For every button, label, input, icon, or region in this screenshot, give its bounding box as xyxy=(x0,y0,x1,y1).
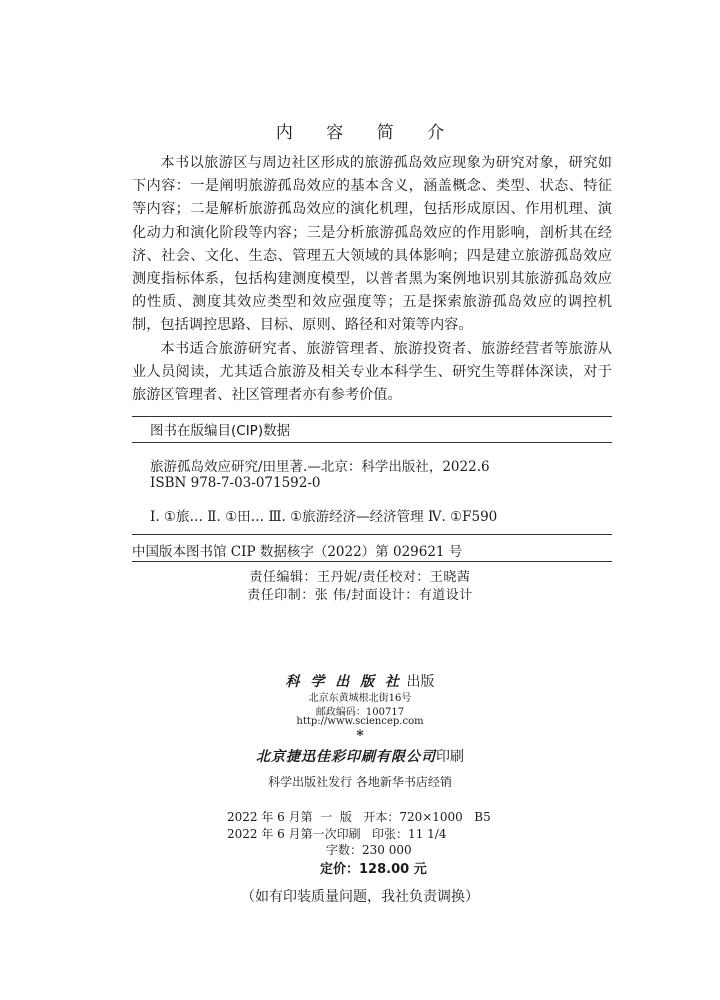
credits-editors: 责任编辑：王丹妮/责任校对：王晓茜 xyxy=(249,570,471,585)
distribution: 科学出版社发行 各地新华书店经销 xyxy=(268,775,452,789)
cip-classification: Ⅰ. ①旅… Ⅱ. ①田… Ⅲ. ①旅游经济—经济管理 Ⅳ. ①F590 xyxy=(150,509,498,525)
publisher-suffix: 出版 xyxy=(406,674,435,690)
quality-notice: （如有印装质量问题，我社负责调换） xyxy=(241,889,479,905)
publisher-line xyxy=(0,671,720,691)
publisher-postcode: 邮政编码：100717 xyxy=(315,707,405,718)
edition-line-1: 2022 年 6 月第 一 版 开本：720×1000 B5 xyxy=(227,810,491,824)
page-title: 内 容 简 介 xyxy=(275,123,459,143)
cip-isbn: ISBN 978-7-03-071592-0 xyxy=(150,475,321,491)
cip-citation: 旅游孤岛效应研究/田里著.—北京：科学出版社，2022.6 xyxy=(150,459,490,475)
price: 定价：128.00 元 xyxy=(320,862,427,877)
credits-printing: 责任印制：张 伟/封面设计：有道设计 xyxy=(247,588,473,603)
intro-text xyxy=(132,152,612,407)
publisher-name: 科 学 出 版 社 xyxy=(285,674,403,690)
publisher-url: http://www.sciencep.com xyxy=(296,716,424,727)
cip-record: 中国版本图书馆 CIP 数据核字（2022）第 029621 号 xyxy=(132,544,463,560)
cip-heading-rule xyxy=(132,442,612,443)
cip-bottom-rule xyxy=(132,534,612,535)
separator-star: * xyxy=(356,728,364,744)
printer-line xyxy=(0,746,720,766)
intro-paragraph: 本书以旅游区与周边社区形成的旅游孤岛效应现象为研究对象，研究如下内容：一是阐明旅游孤岛效应的基本含义，涵盖概念、类型、状态、特征等内容；二是解析旅游孤岛效应的演化机理，包括形成原因、作用机理、演化动力和演化阶段等内容；三是分析旅游孤岛效应的作用影响，剖析其在经济、社会、文化、生态、管理五大领域的具体影响；四是建立旅游孤岛效应测度指标体系，包括构建测度模型，以普者黑为案例地识别其旅游孤岛效应的性质、测度其效应类型和效应强度等；五是探索旅游孤岛效应的调控机制，包括调控思路、目标、原则、路径和对策等内容。 xyxy=(132,155,612,334)
printer-name: 北京捷迅佳彩印刷有限公司 xyxy=(256,749,436,765)
cip-record-rule xyxy=(132,561,612,562)
printer-suffix: 印刷 xyxy=(436,749,464,765)
edition-line-3: 字数：230 000 xyxy=(326,843,412,857)
edition-line-2: 2022 年 6 月第一次印刷 印张：11 1/4 xyxy=(227,827,447,841)
cip-heading: 图书在版编目(CIP)数据 xyxy=(150,423,291,439)
cip-top-rule xyxy=(132,416,612,417)
publisher-address: 北京东黄城根北街16号 xyxy=(308,693,412,704)
intro-paragraph: 本书适合旅游研究者、旅游管理者、旅游投资者、旅游经营者等旅游从业人员阅读，尤其适合旅游及相关专业本科学生、研究生等群体深读，对于旅游区管理者、社区管理者亦有参考价值。 xyxy=(132,340,612,404)
